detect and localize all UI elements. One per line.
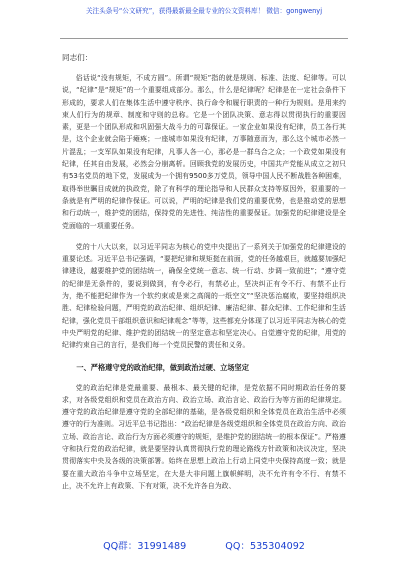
footer-qq-group: QQ群：31991489 bbox=[103, 541, 187, 552]
salutation: 同志们： bbox=[62, 53, 93, 62]
document-body bbox=[62, 52, 346, 492]
body-paragraph-3: 党的政治纪律是党最重要、最根本、最关键的纪律，是党依据不同时期政治任务的要求，对各级党组织和党员在政治方向、政治立场、政治言论、政治行为等方面的纪律规定。遵守党的政治纪律是遵守党的全部纪律的基础，是各级党组织和全体党员在政治生活中必须遵守的行为准则。习近平总书记指出：“政治纪律是各级党组织和全体党员在政治方向、政治立场、政治言论、政治行为方面必须遵守的规矩，是维护党的团结统一的根本保证”。严格遵守和执行党的政治纪律，就是要坚持认真贯彻执行党的理论路线方针政策和决议决定，坚决贯彻落实中央及各级的决策部署。始终在思想上政治上行动上同党中央保持高度一致；就是要在重大政治斗争中立场坚定，在大是大非问题上旗帜鲜明，决不允许有令不行、有禁不止，决不允许上有政策、下有对策，决不允许各自为政、 bbox=[62, 383, 346, 490]
header-divider bbox=[60, 38, 348, 39]
footer-qq-number: QQ：535304092 bbox=[225, 541, 305, 552]
body-paragraph-1: 俗话说“没有规矩，不成方圆”。所谓“规矩”指的就是规则、标准、法度、纪律等。可以说，“纪律”是“规矩”的一个重要组成部分。那么，什么是纪律呢？纪律是在一定社会条件下形成的，要求人们在集体生活中遵守秩序、执行命令和履行职责的一种行为规则。是用来约束人们行为的规章、制度和守则的总称。它是一个团队决策、意志得以贯彻执行的重要因素，更是一个团队形成和巩固强大战斗力的可靠保证。一家企业如果没有纪律，员工各行其是，这个企业就会陷于瘫痪；一座城市如果没有纪律，万事随意而为，那么这个城市必然一片混乱；一支军队如果没有纪律，凡事人各一心，那必是一群乌合之众；一个政党如果没有纪律，任其自由发展，必然会分崩离析。回顾我党的发展历史，中国共产党能从成立之初只有53名党员的地下党，发展成为一个拥有9500多万党员，领导中国人民不断战胜各种困难，取得举世瞩目成就的执政党，除了有科学的理论指导和人民群众支持等原因外，很重要的一条就是有严明的纪律作保证。可以说，严明的纪律是我们党的重要优势，也是推动党的思想和行动统一，维护党的团结，保持党的先进性、纯洁性的重要保证。加强党的纪律建设是全党面临的一项重要任务。 bbox=[62, 74, 346, 230]
body-paragraph-2: 党的十八大以来，以习近平同志为核心的党中央提出了一系列关于加强党的纪律建设的重要论述。习近平总书记强调，“要把纪律和规矩挺在前面，党的任务越艰巨，就越要加强纪律建设，越要维护党的团结统一，确保全党统一意志、统一行动、步调一致前进”；“遵守党的纪律是无条件的，要说到做到，有令必行，有禁必止，坚决纠正有令不行、有禁不止行为，绝不能把纪律作为一个软约束或是束之高阁的一纸空文”“坚决惩治腐败，要坚持组织决胜、纪律检验问题，严明党的政治纪律、组织纪律、廉洁纪律、群众纪律、工作纪律和生活纪律，强化党员干部组织意识和纪律观念”等等，这些都充分体现了以习近平同志为核心的党中央严明党的纪律、维护党的团结统一的坚定意志和坚定决心。自觉遵守党的纪律，用党的纪律约束自己的言行，是我们每一个党员民警的责任和义务。 bbox=[62, 242, 346, 350]
section-heading: 一、严格遵守党的政治纪律，做到政治过硬、立场坚定 bbox=[76, 362, 249, 372]
header-banner bbox=[0, 6, 408, 17]
header-banner-text: 关注头条号“公文研究”，获得最新最全最专业的公文资料库！ 微信：gongwenyj bbox=[85, 7, 323, 15]
footer-contact bbox=[0, 538, 408, 552]
